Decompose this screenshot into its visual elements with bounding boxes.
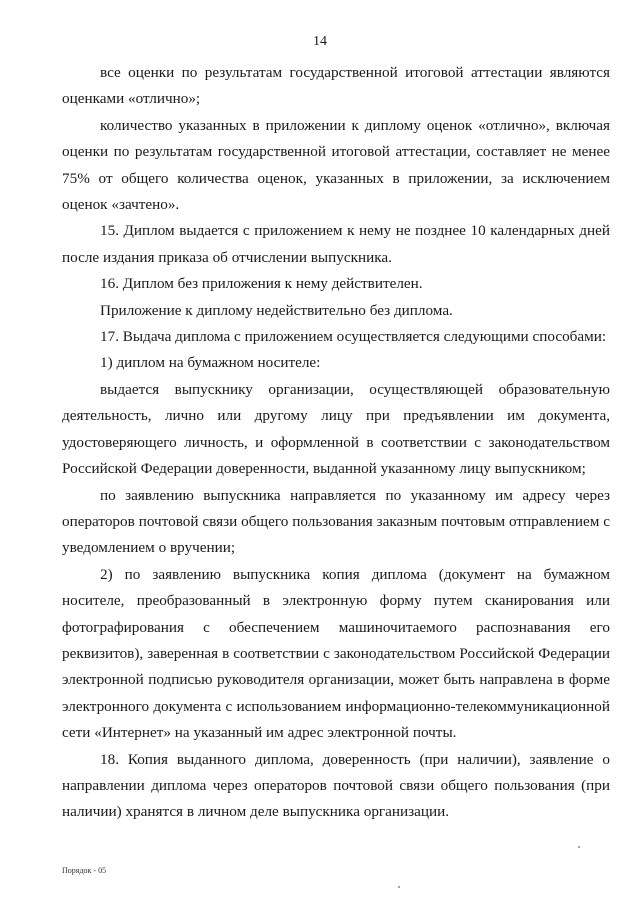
paragraph: по заявлению выпускника направляется по указанному им адресу через операторов почтовой связи общего пользования заказным почтовым отправлением с уведомлением о вручении; bbox=[62, 486, 610, 557]
footer-code: Порядок - 05 bbox=[62, 866, 107, 875]
page-number: 14 bbox=[313, 34, 327, 49]
paragraph: 16. Диплом без приложения к нему действителен. bbox=[100, 275, 423, 293]
paragraph: количество указанных в приложении к диплому оценок «отлично», включая оценки по результатам государственной итоговой аттестации, составляет не менее 75% от общего количества оценок, указанных в приложении, за исключением оценок «зачтено». bbox=[62, 116, 610, 214]
paragraph: 18. Копия выданного диплома, доверенность (при наличии), заявление о направлении диплома через операторов почтовой связи общего пользования (при наличии) хранятся в личном деле выпускника организации. bbox=[62, 750, 610, 821]
paragraph: 1) диплом на бумажном носителе: bbox=[100, 354, 321, 372]
scan-speck bbox=[398, 886, 400, 888]
paragraph: все оценки по результатам государственной итоговой аттестации являются оценками «отлично»; bbox=[62, 64, 610, 108]
paragraph: выдается выпускнику организации, осуществляющей образовательную деятельность, лично или другому лицу при предъявлении им документа, удостоверяющего личность, и оформленной в соответствии с законодательством Российской Федерации доверенности, выданной указанному лицу выпускником; bbox=[62, 380, 610, 478]
paragraph: 2) по заявлению выпускника копия диплома (документ на бумажном носителе, преобразованный в электронную форму путем сканирования или фотографирования с обеспечением машиночитаемого распознавания его реквизитов), заверенная в соответствии с законодательством Российской Федерации электронной подписью руководителя организации, может быть направлена в форме электронного документа с использованием информационно-телекоммуникационной сети «Интернет» на указанный им адрес электронной почты. bbox=[62, 565, 610, 742]
paragraph: Приложение к диплому недействительно без диплома. bbox=[100, 301, 453, 319]
paragraph: 17. Выдача диплома с приложением осуществляется следующими способами: bbox=[100, 328, 607, 346]
paragraph: 15. Диплом выдается с приложением к нему не позднее 10 календарных дней после издания приказа об отчислении выпускника. bbox=[62, 222, 610, 266]
scan-speck bbox=[578, 846, 580, 848]
document-body bbox=[62, 60, 610, 826]
